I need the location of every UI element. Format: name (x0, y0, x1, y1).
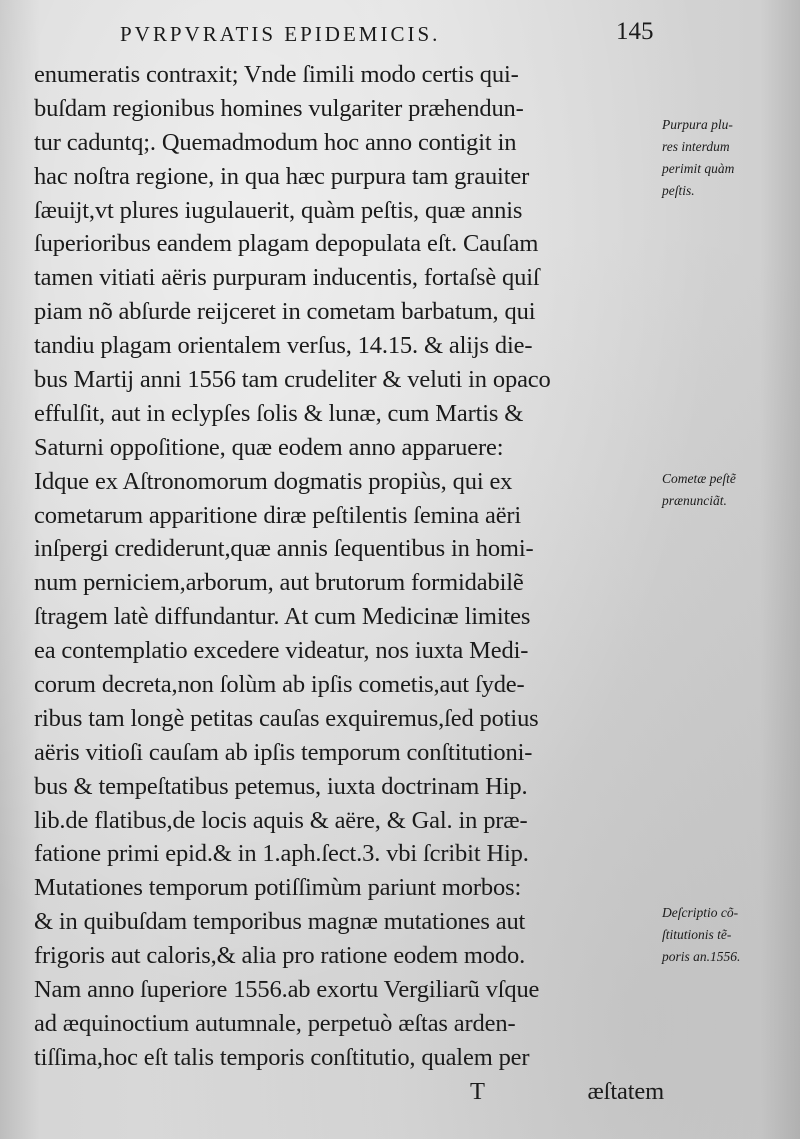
marginal-line: peſtis. (662, 183, 695, 198)
text-line: cometarum apparitione diræ peſtilentis ſemina aëri (34, 501, 522, 529)
text-line: enumeratis contraxit; Vnde ſimili modo certis qui- (34, 61, 519, 88)
text-line: bus & tempeſtatibus petemus, iuxta doctrinam Hip. (34, 772, 528, 800)
signature-mark: T (470, 1077, 485, 1105)
text-line: tur caduntq;. Quemadmodum hoc anno contigit in (34, 128, 517, 156)
text-line: ea contemplatio excedere videatur, nos iuxta Medi- (34, 637, 529, 665)
text-line: num perniciem,arborum, aut brutorum formidabilẽ (34, 569, 524, 597)
marginal-line: poris an.1556. (662, 949, 741, 964)
marginal-line: Cometæ peſtẽ (662, 471, 736, 486)
text-line: Idque ex Aſtronomorum dogmatis propiùs, qui ex (34, 467, 513, 495)
text-line: ſtragem latè diffundantur. At cum Medicinæ limites (34, 603, 531, 631)
text-line: aëris vitioſi cauſam ab ipſis temporum conſtitutioni- (34, 738, 533, 766)
text-line: Saturni oppoſitione, quæ eodem anno apparuere: (34, 433, 504, 461)
text-line: piam nõ abſurde reijceret in cometam barbatum, qui (34, 298, 536, 326)
text-line: ſæuijt,vt plures iugulauerit, quàm peſtis, quæ annis (34, 196, 523, 224)
text-line: bus Martij anni 1556 tam crudeliter & veluti in opaco (34, 366, 551, 394)
text-line: ſuperioribus eandem plagam depopulata eſt. Cauſam (34, 230, 539, 258)
marginal-line: ſtitutionis tẽ- (662, 927, 732, 942)
marginal-line: Purpura plu- (662, 117, 733, 132)
marginal-line: res interdum (662, 139, 730, 154)
marginal-line: Deſcriptio cõ- (662, 905, 739, 920)
text-line: inſpergi crediderunt,quæ annis ſequentibus in homi- (34, 535, 534, 563)
text-line: Nam anno ſuperiore 1556.ab exortu Vergiliarũ vſque (34, 976, 540, 1004)
catchline (34, 1075, 664, 1109)
running-head: PVRPVRATIS EPIDEMICIS. (120, 22, 441, 46)
text-line: ad æquinoctium autumnale, perpetuò æſtas arden- (34, 1009, 516, 1037)
text-line: & in quibuſdam temporibus magnæ mutationes aut (34, 908, 526, 936)
body-text (34, 58, 664, 1109)
text-line: buſdam regionibus homines vulgariter præhendun- (34, 94, 524, 122)
text-line: effulſit, aut in eclypſes ſolis & lunæ, cum Martis & (34, 399, 524, 427)
marginal-note-descriptio (662, 902, 796, 968)
text-line: frigoris aut caloris,& alia pro ratione eodem modo. (34, 942, 526, 970)
catchword: æſtatem (587, 1077, 664, 1105)
text-line: corum decreta,non ſolùm ab ipſis cometis,aut ſyde- (34, 671, 525, 699)
text-line: tiſſima,hoc eſt talis temporis conſtitutio, qualem per (34, 1043, 530, 1071)
marginal-note-cometae (662, 468, 796, 512)
text-line: tandiu plagam orientalem verſus, 14.15. & alijs die- (34, 332, 533, 360)
marginal-note-purpura (662, 114, 796, 202)
text-line: lib.de flatibus,de locis aquis & aëre, & Gal. in præ- (34, 806, 528, 834)
marginal-line: prænunciãt. (662, 493, 727, 508)
text-line: hac noſtra regione, in qua hæc purpura tam grauiter (34, 162, 530, 190)
marginal-line: perimit quàm (662, 161, 735, 176)
text-line: tamen vitiati aëris purpuram inducentis, fortaſsè quiſ (34, 264, 540, 292)
text-line: Mutationes temporum potiſſimùm pariunt morbos: (34, 874, 522, 902)
page-number: 145 (616, 18, 654, 45)
text-line: ribus tam longè petitas cauſas exquiremus,ſed potius (34, 704, 539, 732)
text-line: fatione primi epid.& in 1.aph.ſect.3. vbi ſcribit Hip. (34, 840, 529, 868)
